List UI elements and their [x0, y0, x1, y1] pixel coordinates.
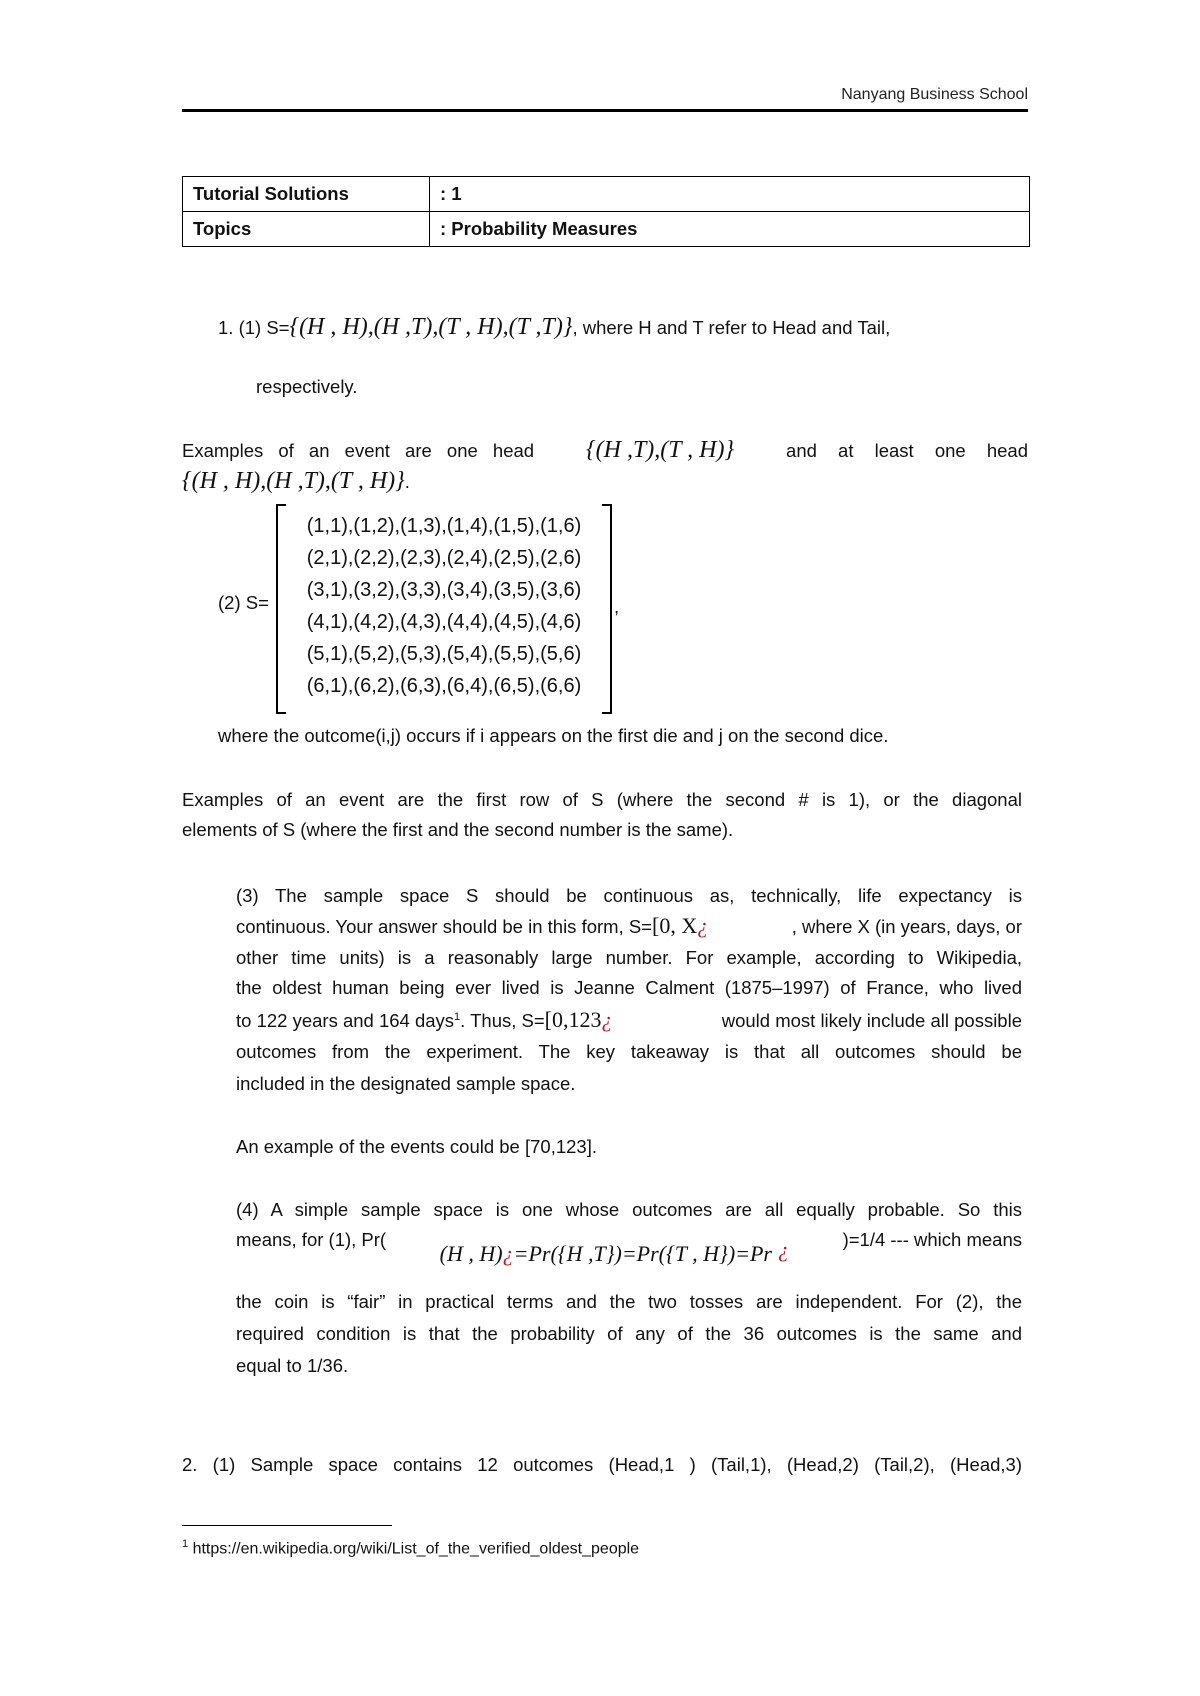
q1-part2-examples-line2: elements of S (where the first and the second number is the same). [182, 819, 734, 840]
sample-space-matrix [276, 504, 612, 710]
q1-part1-set: {(H , H),(H ,T),(T , H),(T ,T)} [289, 314, 573, 340]
matrix-left-brace [276, 504, 286, 714]
q1-part4-math2: =Pr({H ,T})=Pr({T , H})=Pr [513, 1241, 772, 1266]
tutorial-label: Tutorial Solutions [183, 177, 430, 212]
q1-part3-events: An example of the events could be [70,123]. [236, 1136, 597, 1157]
q2-line1: 2. (1) Sample space contains 12 outcomes (Head,1 ) (Tail,1), (Head,2) (Tail,2), (Head,3) [182, 1454, 1022, 1475]
q1-part3-line5-b: . Thus, S= [460, 1010, 545, 1031]
matrix-row: (3,1),(3,2),(3,3),(3,4),(3,5),(3,6) [306, 579, 582, 601]
matrix-row: (4,1),(4,2),(4,3),(4,4),(4,5),(4,6) [306, 611, 582, 633]
matrix-row: (5,1),(5,2),(5,3),(5,4),(5,5),(5,6) [306, 643, 582, 665]
q1-part1-cont: respectively. [256, 376, 358, 397]
tutorial-value: : 1 [430, 177, 1030, 212]
matrix-right-brace [602, 504, 612, 714]
q1-part2-where: where the outcome(i,j) occurs if i appears on the first die and j on the second dice. [218, 725, 889, 746]
q1-part4-line2 [236, 1229, 1022, 1266]
matrix-row: (2,1),(2,2),(2,3),(2,4),(2,5),(2,6) [306, 547, 582, 569]
q1-part4-line2-a: means, for (1), Pr( [236, 1229, 387, 1250]
q1-part3-line2 [236, 913, 1022, 939]
topics-value: : Probability Measures [430, 212, 1030, 247]
footnote-link: https://en.wikipedia.org/wiki/List_of_the_verified_oldest_people [188, 1540, 640, 1558]
matrix-row: (6,1),(6,2),(6,3),(6,4),(6,5),(6,6) [306, 675, 582, 697]
q1-part1-suffix: , where H and T refer to Head and Tail, [572, 317, 891, 338]
footnote-rule [182, 1525, 392, 1526]
q1-part1-line [218, 314, 890, 341]
q1-part4-line1: (4) A simple sample space is one whose outcomes are all equally probable. So this [236, 1199, 1022, 1220]
info-table [182, 176, 1030, 247]
q1-part3-line6: outcomes from the experiment. The key takeaway is that all outcomes should be [236, 1041, 1022, 1062]
q1-examples-text: Examples of an event are one head [182, 440, 535, 461]
q1-examples-tail: and at least one head [786, 440, 1028, 461]
header-rule [182, 109, 1028, 112]
q1-part2-examples-line1: Examples of an event are the first row of S (where the second # is 1), or the diagonal [182, 789, 1022, 810]
q1-part4-red1: ¿ [502, 1241, 514, 1266]
q1-part4-line3: the coin is “fair” in practical terms and the two tosses are independent. For (2), the [236, 1291, 1022, 1312]
q1-part3-line2-math: [0, X [652, 913, 698, 938]
q1-part2-label: (2) S= [218, 592, 269, 613]
page-header: Nanyang Business School [841, 86, 1028, 103]
q1-at-least-one-head-set: {(H , H),(H ,T),(T , H)} [182, 468, 405, 494]
q1-part3-line7: included in the designated sample space. [236, 1073, 576, 1094]
q1-part3-line5 [236, 1007, 1022, 1033]
q1-part3-line2-a: continuous. Your answer should be in this form, S= [236, 916, 652, 937]
matrix-rows [288, 510, 600, 702]
q1-part1-prefix: 1. (1) S= [218, 317, 290, 338]
q1-examples-line2 [182, 468, 410, 495]
table-row [183, 212, 1030, 247]
topics-label: Topics [183, 212, 430, 247]
q1-part4-red2: ¿ [778, 1237, 789, 1262]
q1-part3-line2-red: ¿ [697, 913, 709, 938]
table-row [183, 177, 1030, 212]
q1-examples-line1 [182, 437, 1028, 464]
q1-part3-line2-b: , where X (in years, days, or [791, 916, 1022, 937]
matrix-row: (1,1),(1,2),(1,3),(1,4),(1,5),(1,6) [306, 515, 582, 537]
q1-examples-end: . [404, 471, 410, 492]
q1-part3-line5-c: would most likely include all possible [721, 1010, 1022, 1031]
q1-part3-line5-a: to 122 years and 164 days [236, 1010, 455, 1031]
q1-part3-line5-red: ¿ [601, 1007, 613, 1032]
q1-one-head-set: {(H ,T),(T , H)} [586, 437, 735, 463]
q1-part3-line4: the oldest human being ever lived is Jeanne Calment (1875–1997) of France, who lived [236, 977, 1022, 998]
q1-part3-line1: (3) The sample space S should be continuous as, technically, life expectancy is [236, 885, 1022, 906]
q1-part3-line3: other time units) is a reasonably large number. For example, according to Wikipedia, [236, 947, 1022, 968]
footnote-ref: 1 [454, 1010, 461, 1023]
matrix-comma: , [614, 596, 620, 617]
footnote [182, 1538, 639, 1558]
q1-part4-line4: required condition is that the probability of any of the 36 outcomes is the same and [236, 1323, 1022, 1344]
footnote-number: 1 [182, 1538, 189, 1550]
q1-part4-line5: equal to 1/36. [236, 1355, 349, 1376]
q1-part3-line5-math: [0,123 [544, 1007, 602, 1032]
q1-part4-math1: (H , H) [439, 1241, 503, 1266]
q1-part4-line2-b: )=1/4 --- which means [842, 1229, 1022, 1250]
